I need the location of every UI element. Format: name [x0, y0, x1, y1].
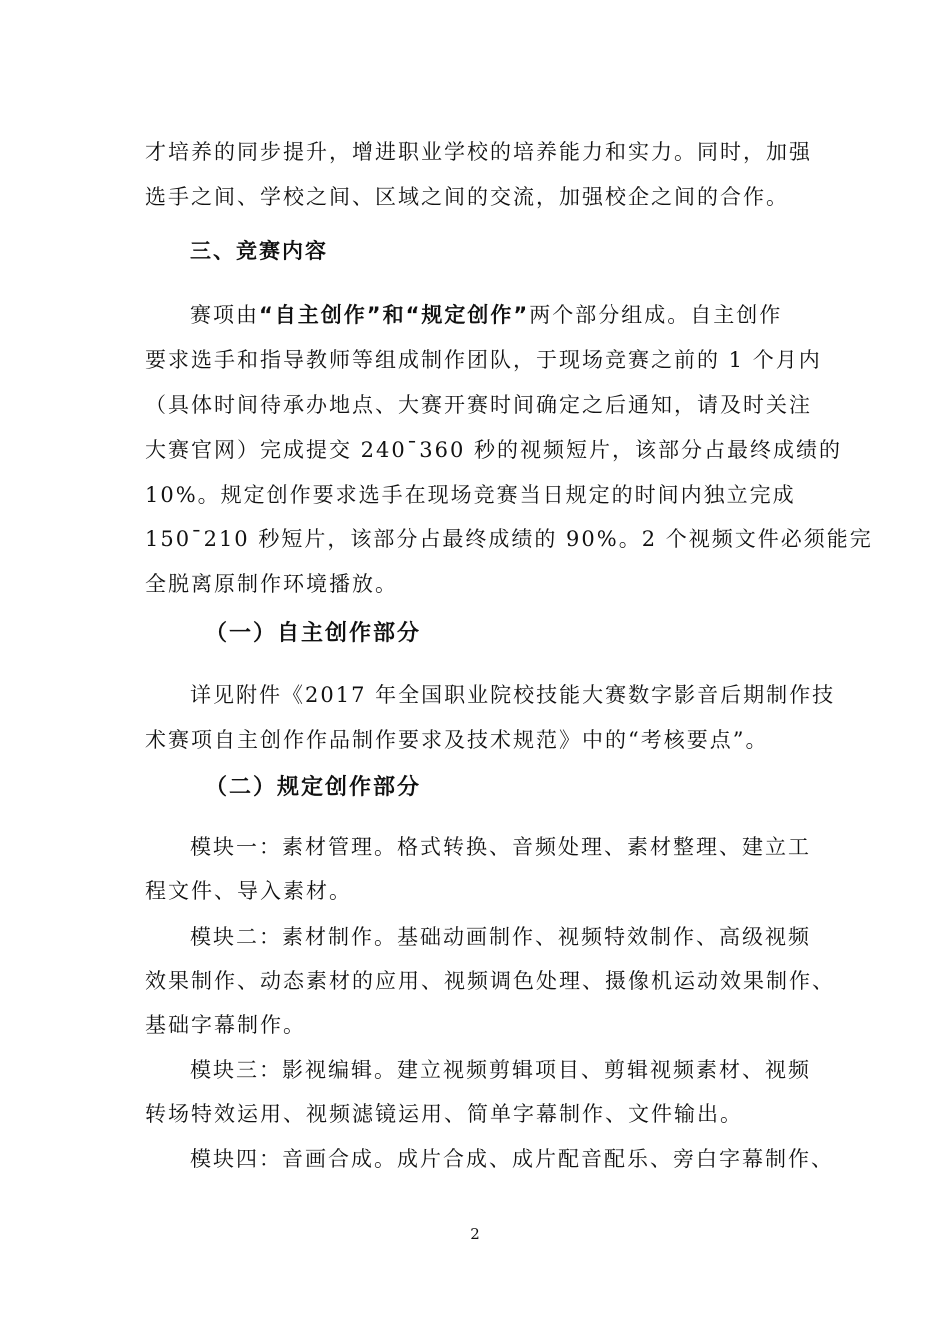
para1-line-2: 要求选手和指导教师等组成制作团队，于现场竞赛之前的 1 个月内 — [145, 348, 822, 372]
subheading-self-creation: （一）自主创作部分 — [205, 621, 422, 646]
para1-line-1-bold: “自主创作”和“规定创作” — [259, 303, 530, 327]
module3-line-2: 转场特效运用、视频滤镜运用、简单字幕制作、文件输出。 — [145, 1102, 743, 1126]
para1-line-5: 10%。规定创作要求选手在现场竞赛当日规定的时间内独立完成 — [145, 483, 796, 507]
module1-line-1: 模块一：素材管理。格式转换、音频处理、素材整理、建立工 — [190, 835, 811, 859]
sub1-line-1: 详见附件《2017 年全国职业院校技能大赛数字影音后期制作技 — [190, 683, 836, 707]
para1-line-3: （具体时间待承办地点、大赛开赛时间确定之后通知，请及时关注 — [145, 393, 812, 417]
module4-line-1: 模块四：音画合成。成片合成、成片配音配乐、旁白字幕制作、 — [190, 1147, 834, 1171]
para1-line-6: 150¯210 秒短片，该部分占最终成绩的 90%。2 个视频文件必须能完 — [145, 527, 873, 551]
para1-line-1-post: 两个部分组成。自主创作 — [529, 303, 783, 327]
intro-line-2: 选手之间、学校之间、区域之间的交流，加强校企之间的合作。 — [145, 185, 789, 209]
intro-line-1: 才培养的同步提升，增进职业学校的培养能力和实力。同时，加强 — [145, 140, 812, 164]
para1-line-1-pre: 赛项由 — [190, 303, 259, 327]
module2-line-1: 模块二：素材制作。基础动画制作、视频特效制作、高级视频 — [190, 925, 811, 949]
section-heading-competition-content: 三、竞赛内容 — [190, 239, 328, 263]
module2-line-2: 效果制作、动态素材的应用、视频调色处理、摄像机运动效果制作、 — [145, 969, 835, 993]
para1-line-7: 全脱离原制作环境播放。 — [145, 572, 398, 596]
module2-line-3: 基础字幕制作。 — [145, 1013, 306, 1037]
module3-line-1: 模块三：影视编辑。建立视频剪辑项目、剪辑视频素材、视频 — [190, 1058, 811, 1082]
module1-line-2: 程文件、导入素材。 — [145, 879, 352, 903]
para1-line-1 — [190, 300, 815, 330]
para1-line-4: 大赛官网）完成提交 240¯360 秒的视频短片，该部分占最终成绩的 — [145, 438, 843, 462]
sub1-line-2: 术赛项自主创作作品制作要求及技术规范》中的“考核要点”。 — [145, 728, 769, 752]
subheading-assigned-creation: （二）规定创作部分 — [205, 775, 422, 800]
page-number: 2 — [470, 1225, 480, 1243]
